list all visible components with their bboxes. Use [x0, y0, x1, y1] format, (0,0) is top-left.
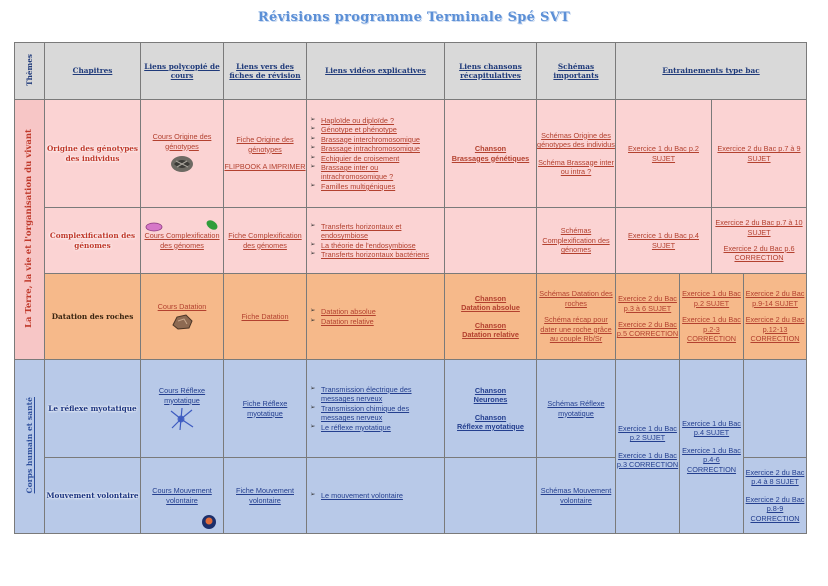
videos-list-complexification: [307, 222, 444, 260]
chanson-brassages-link[interactable]: Brassages génétiques: [451, 153, 530, 163]
row-complexification: [15, 208, 807, 274]
exercice-r1-a-link[interactable]: Exercice 1 du Bac p.2 SUJET: [628, 144, 699, 163]
list-item[interactable]: ➢ Transferts horizontaux et endosymbiose: [321, 222, 442, 241]
chanson-label[interactable]: Chanson: [474, 412, 507, 422]
fiche-origine-genotypes-link[interactable]: Fiche Origine des génotypes: [236, 135, 294, 154]
cours-reflexe-link[interactable]: Cours Réflexe myotatique: [158, 386, 206, 405]
row-datation: [15, 274, 807, 360]
chanson-label[interactable]: Chanson: [474, 144, 507, 154]
page-title: Révisions programme Terminale Spé SVT: [257, 10, 571, 25]
flipbook-link[interactable]: FLIPBOOK A IMPRIMER: [224, 162, 306, 172]
cours-origine-genotypes-link[interactable]: Cours Origine des génotypes: [152, 132, 212, 151]
chanson-datation-absolue-link[interactable]: Datation absolue: [461, 303, 520, 313]
theme-terre-vie: La Terre, la vie et l'organisation du vivant: [15, 100, 45, 360]
list-item[interactable]: ➢ Haploïde ou diploïde ?: [321, 116, 442, 125]
fiche-reflexe-link[interactable]: Fiche Réflexe myotatique: [242, 399, 288, 418]
list-item[interactable]: ➢ Brassage intrachromosomique: [321, 144, 442, 153]
row-reflexe: [15, 360, 807, 458]
exercice-r2-a-link[interactable]: Exercice 1 du Bac p.4 SUJET: [628, 231, 699, 250]
schemas-datation-link[interactable]: Schémas Datation des roches: [539, 289, 613, 308]
schemas-origine-link[interactable]: Schémas Origine des génotypes des individus: [537, 130, 615, 150]
cell-icon: [145, 222, 163, 232]
header-liens-fiches: Liens vers des fiches de révision: [224, 43, 307, 100]
list-item[interactable]: ➢ Transferts horizontaux bactériens: [321, 250, 442, 259]
videos-list-mouvement: [307, 491, 444, 500]
list-item[interactable]: ➢ Datation relative: [321, 317, 442, 326]
chanson-label[interactable]: Chanson: [474, 385, 507, 395]
list-item[interactable]: ➢ Transmission électrique des messages nerveux: [321, 385, 442, 404]
fiche-complexification-link[interactable]: Fiche Complexification des génomes: [228, 231, 302, 250]
fiche-mouvement-link[interactable]: Fiche Mouvement volontaire: [236, 486, 294, 505]
schemas-reflexe-link[interactable]: Schémas Réflexe myotatique: [547, 399, 605, 418]
header-liens-polycopie: Liens polycopié de cours: [141, 43, 224, 100]
list-item[interactable]: ➢ La théorie de l'endosymbiose: [321, 241, 442, 250]
row-origine-genotypes: [15, 100, 807, 208]
chanson-reflexe-link[interactable]: Réflexe myotatique: [457, 421, 524, 431]
header-chapitres: Chapitres: [45, 43, 141, 100]
chanson-label[interactable]: Chanson: [474, 320, 507, 330]
neuron-icon: [168, 407, 196, 431]
chapter-origine-genotypes: Origine des génotypes des individus: [45, 100, 141, 208]
chapter-datation: Datation des roches: [45, 274, 141, 360]
list-item[interactable]: ➢ Le mouvement volontaire: [321, 491, 442, 500]
list-item[interactable]: ➢ Transmission chimique des messages nerveux: [321, 404, 442, 423]
header-liens-videos: Liens vidéos explicatives: [307, 43, 445, 100]
list-item[interactable]: ➢ Brassage inter ou intrachromosomique ?: [321, 163, 442, 182]
exercice-r3-1b-link[interactable]: Exercice 2 du Bac p.5 CORRECTION: [616, 320, 679, 339]
brain-head-icon: [201, 514, 217, 530]
rock-icon: [170, 313, 194, 331]
header-entrainements: Entrainements type bac: [616, 43, 807, 100]
cours-complexification-link[interactable]: Cours Complexification des génomes: [144, 231, 220, 250]
chanson-empty: [445, 458, 537, 534]
schema-brassage-link[interactable]: Schéma Brassage inter ou intra ?: [538, 157, 614, 176]
chapter-complexification: Complexification des génomes: [45, 208, 141, 274]
revision-table: [14, 42, 807, 534]
exercice-r5-3b-link[interactable]: Exercice 2 du Bac p.8-9 CORRECTION: [745, 494, 805, 523]
header-liens-chansons: Liens chansons récapitulatives: [445, 43, 537, 100]
videos-list-reflexe: [307, 385, 444, 432]
videos-list-origine: [307, 116, 444, 192]
exercice-r3-2a-link[interactable]: Exercice 1 du Bac p.2 SUJET: [682, 289, 741, 308]
list-item[interactable]: ➢ Brassage interchromosomique: [321, 135, 442, 144]
list-item[interactable]: ➢ Le réflexe myotatique: [321, 423, 442, 432]
exercice-r1-b-link[interactable]: Exercice 2 du Bac p.7 à 9 SUJET: [717, 144, 801, 163]
list-item[interactable]: ➢ Familles multigéniques: [321, 182, 442, 191]
exercice-r2-b2-link[interactable]: Exercice 2 du Bac p.6 CORRECTION: [723, 244, 795, 263]
header-row: [15, 43, 807, 100]
exercice-r3-2b-link[interactable]: Exercice 1 du Bac p.2-3 CORRECTION: [682, 315, 741, 344]
exercice-r4-1a-link[interactable]: Exercice 1 du Bac p.2 SUJET: [618, 423, 677, 443]
exercice-r3-1a-link[interactable]: Exercice 2 du Bac p.3 à 6 SUJET: [618, 294, 677, 313]
chanson-label[interactable]: Chanson: [474, 293, 507, 303]
exercice-r2-b1-link[interactable]: Exercice 2 du Bac p.7 à 10 SUJET: [715, 218, 803, 237]
chanson-empty: [445, 208, 537, 274]
exercice-r4-2b-link[interactable]: Exercice 1 du Bac p.4-6 CORRECTION: [682, 445, 741, 474]
schemas-complexification-link[interactable]: Schémas Complexification des génomes: [542, 226, 610, 255]
exercice-r4-1b-link[interactable]: Exercice 1 du Bac p.3 CORRECTION: [616, 450, 679, 469]
videos-list-datation: [307, 307, 444, 326]
exercice-r4-2a-link[interactable]: Exercice 1 du Bac p.4 SUJET: [682, 418, 741, 438]
exercice-r4-empty: [744, 360, 807, 458]
bacteria-icon: [205, 219, 219, 231]
theme-corps-humain: Corps humain et santé: [15, 360, 45, 534]
chanson-neurones-link[interactable]: Neurones: [473, 395, 508, 405]
chapter-reflexe: Le réflexe myotatique: [45, 360, 141, 458]
list-item[interactable]: ➢ Echiquier de croisement: [321, 154, 442, 163]
list-item[interactable]: ➢ Génotype et phénotype: [321, 125, 442, 134]
list-item[interactable]: ➢ Datation absolue: [321, 307, 442, 316]
exercice-r3-3b-link[interactable]: Exercice 2 du Bac p.12-13 CORRECTION: [745, 315, 805, 344]
schemas-mouvement-link[interactable]: Schémas Mouvement volontaire: [540, 486, 612, 505]
cours-datation-link[interactable]: Cours Datation: [157, 301, 207, 311]
header-themes: Thèmes: [15, 43, 45, 100]
fiche-datation-link[interactable]: Fiche Datation: [241, 311, 289, 321]
header-schemas: Schémas importants: [537, 43, 616, 100]
schema-recap-rbsr-link[interactable]: Schéma récap pour dater une roche grâce au couple Rb/Sr: [540, 315, 612, 344]
exercice-r3-3a-link[interactable]: Exercice 2 du Bac p.9-14 SUJET: [745, 289, 805, 308]
chromosome-icon: [169, 153, 195, 175]
exercice-r5-3a-link[interactable]: Exercice 2 du Bac p.4 à 8 SUJET: [745, 467, 805, 487]
chapter-mouvement: Mouvement volontaire: [45, 458, 141, 534]
chanson-datation-relative-link[interactable]: Datation relative: [462, 329, 519, 339]
cours-mouvement-link[interactable]: Cours Mouvement volontaire: [152, 486, 212, 505]
